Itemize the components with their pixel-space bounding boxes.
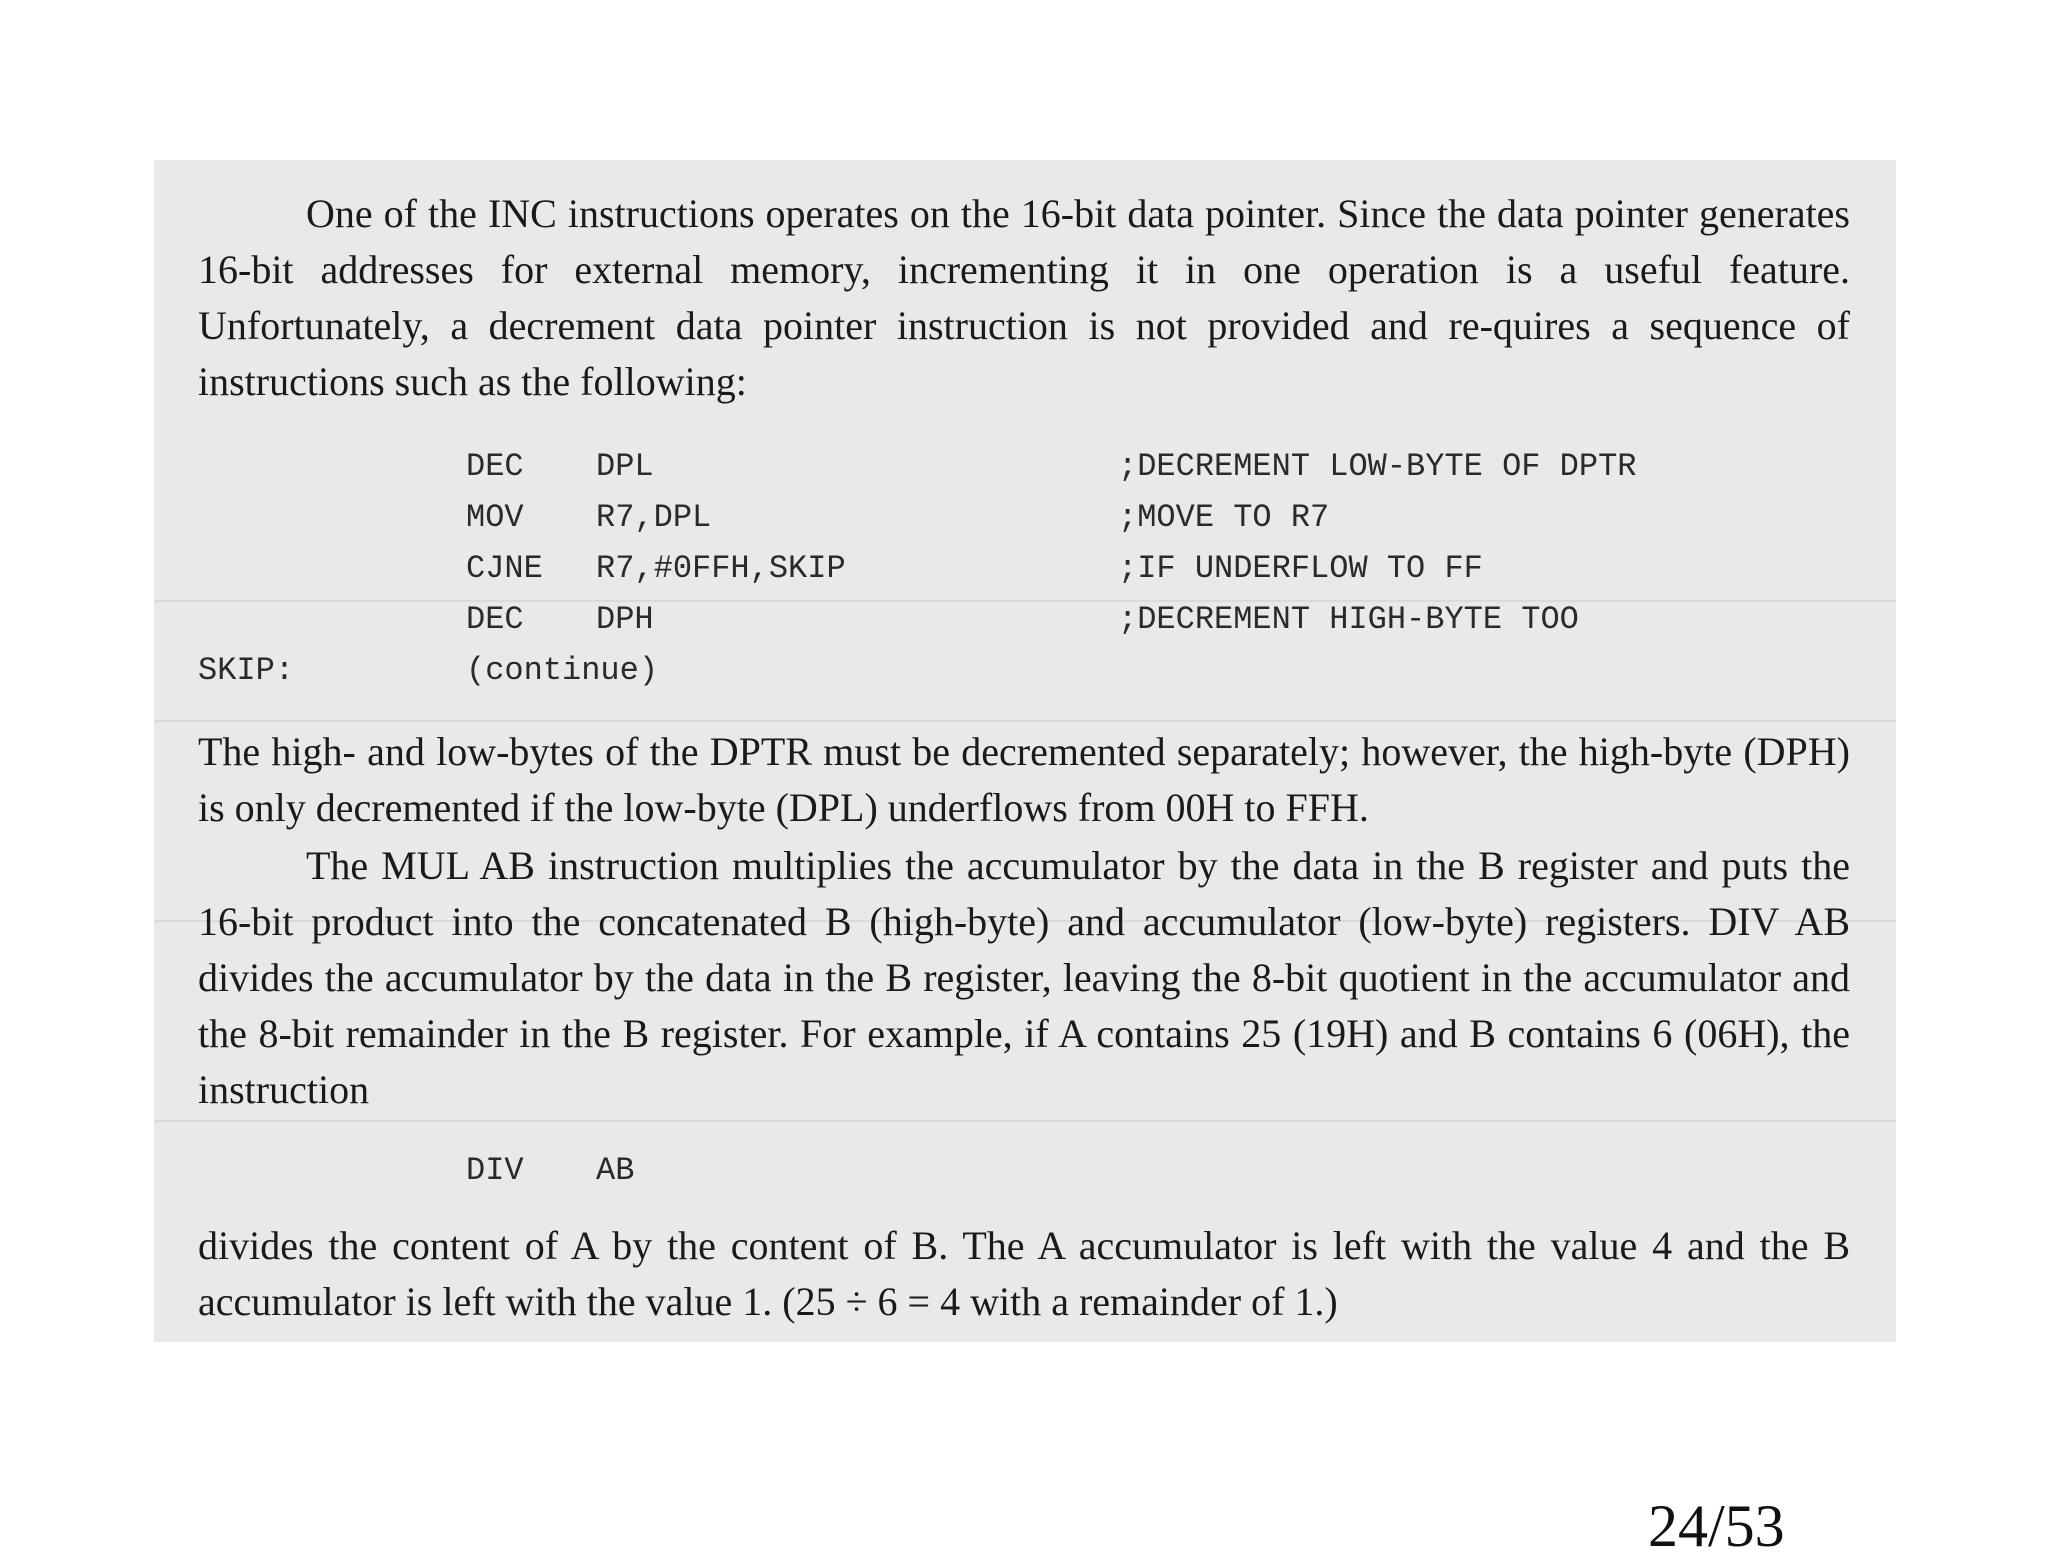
paragraph-mul-div: The MUL AB instruction multiplies the accumulator by the data in the B register and puts the 16-bit product into the concatenated B (high-byte) and accumulator (low-byte) registers. DIV AB divides the accumulator by the data in the B register, leaving the 8-bit quotient in the accumulator and the 8-bit remainder in the B register. For example, if A contains 25 (19H) and B contains 6 (06H), the instruction	[198, 843, 1850, 1112]
code-op: (continue)	[466, 652, 659, 689]
code-op: CJNE	[466, 550, 543, 587]
code-label: SKIP:	[198, 652, 295, 689]
code-arg: R7,#0FFH,SKIP	[596, 550, 846, 587]
code-op: MOV	[466, 499, 524, 536]
paragraph-dptr-decrement: The high- and low-bytes of the DPTR must be decremented separately; however, the high-byte (DPH) is only decremented if the low-byte (DPL) underflows from 00H to FFH.	[198, 729, 1850, 830]
paragraph-inc-dptr: One of the INC instructions operates on the 16-bit data pointer. Since the data pointer generates 16-bit addresses for external memory, incrementing it in one operation is a useful feature. Unfortunately, a decrement data pointer instruction is not provided and re-quires a sequence of instructions such as the following:	[198, 191, 1850, 404]
paragraph-div-result: divides the content of A by the content of B. The A accumulator is left with the value 4 and the B accumulator is left with the value 1. (25 ÷ 6 = 4 with a remainder of 1.)	[198, 1223, 1850, 1324]
page-number: 24/53	[1648, 1493, 1785, 1559]
code-op: DEC	[466, 448, 524, 485]
code-arg: AB	[596, 1152, 635, 1189]
code-arg: DPL	[596, 448, 654, 485]
bleed-through-line	[154, 600, 1896, 602]
code-comment: ;DECREMENT LOW-BYTE OF DPTR	[1118, 448, 1637, 485]
bleed-through-line	[154, 720, 1896, 722]
code-comment: ;MOVE TO R7	[1118, 499, 1330, 536]
code-arg: DPH	[596, 601, 654, 638]
scanned-page	[154, 160, 1896, 1342]
code-comment: ;IF UNDERFLOW TO FF	[1118, 550, 1483, 587]
bleed-through-line	[154, 1120, 1896, 1122]
code-op: DEC	[466, 601, 524, 638]
code-op: DIV	[466, 1152, 524, 1189]
code-comment: ;DECREMENT HIGH-BYTE TOO	[1118, 601, 1579, 638]
code-arg: R7,DPL	[596, 499, 712, 536]
